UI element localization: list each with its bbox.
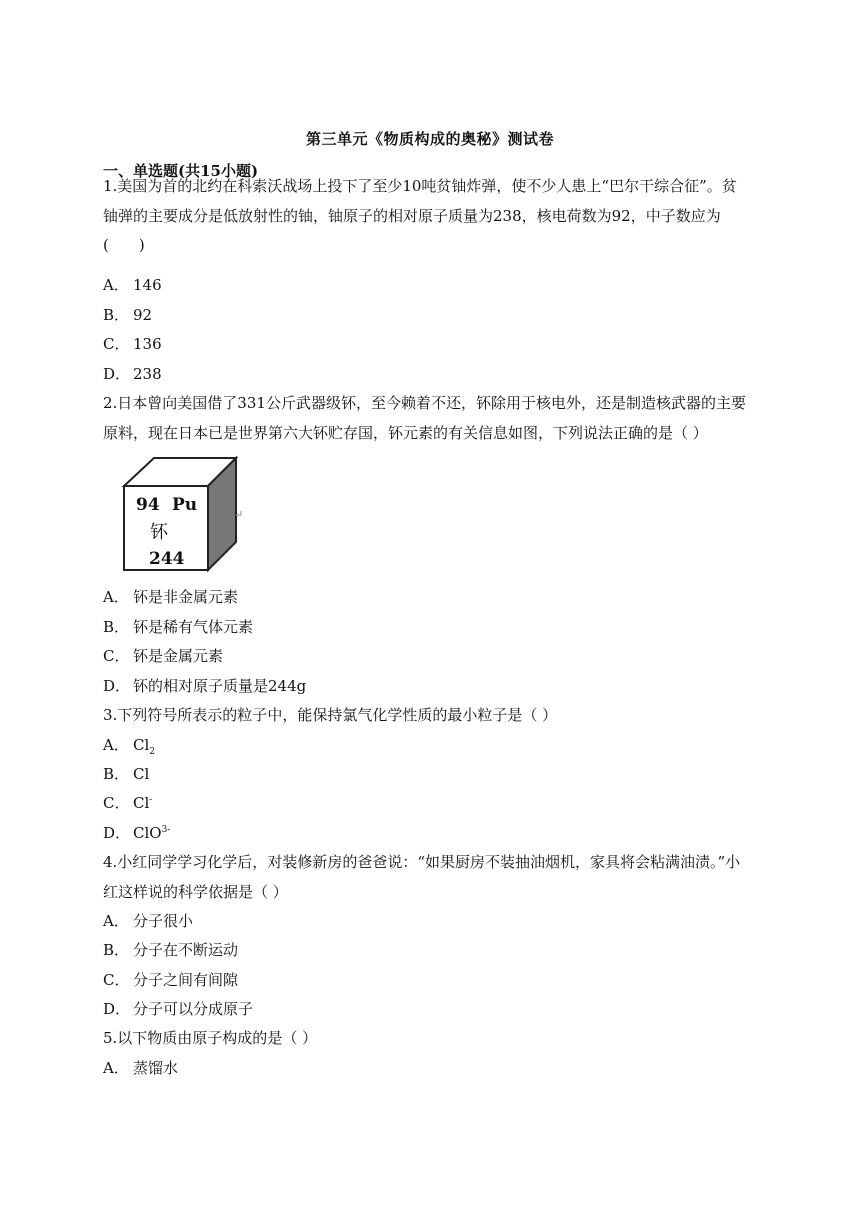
question-3-option-a: A． $Cl_2$ bbox=[103, 736, 156, 757]
question-5-stem bbox=[103, 1024, 759, 1054]
stem-line: 3.下列符号所表示的粒子中，能保持氯气化学性质的最小粒子是（ ） bbox=[103, 706, 558, 724]
stem-line: 红这样说的科学依据是（ ） bbox=[103, 882, 288, 901]
question-2-stem bbox=[103, 389, 759, 448]
stem-line: 原料，现在日本已是世界第六大钚贮存国，钚元素的有关信息如图，下列说法正确的是（ ） bbox=[103, 423, 708, 442]
stem-line: 铀弹的主要成分是低放射性的铀，铀原子的相对原子质量为238，核电荷数为92，中子数应为 bbox=[103, 206, 721, 225]
question-3-option-c: C． Cl- bbox=[103, 794, 153, 812]
question-3-option-d: D． ClO$^{3-}$ bbox=[103, 824, 171, 842]
stem-line: 5.以下物质由原子构成的是（ ） bbox=[103, 1029, 318, 1047]
stem-line: 2.日本曾向美国借了331公斤武器级钚，至今赖着不还，钚除用于核电外，还是制造核武器的主要 bbox=[103, 394, 746, 412]
element-name: 钚 bbox=[150, 522, 168, 543]
question-2-option-a: A． 钚是非金属元素 bbox=[103, 588, 239, 606]
question-4-option-a: A． 分子很小 bbox=[103, 912, 194, 930]
question-2-option-d: D． 钚的相对原子质量是244g bbox=[103, 677, 307, 695]
question-3-stem bbox=[103, 701, 759, 731]
question-1-option-a: A． 146 bbox=[103, 276, 162, 294]
question-4-option-d: D． 分子可以分成原子 bbox=[103, 1000, 254, 1018]
element-box-figure bbox=[116, 456, 246, 572]
section-heading: 一、单选题(共15小题) bbox=[103, 162, 259, 180]
question-1-option-b: B． 92 bbox=[103, 306, 153, 324]
question-1-stem bbox=[103, 172, 759, 261]
stem-line: 4.小红同学学习化学后，对装修新房的爸爸说：“如果厨房不装抽油烟机，家具将会粘满油渍。”小 bbox=[103, 853, 741, 871]
stem-line: ( ) bbox=[103, 236, 145, 254]
question-1-option-d: D． 238 bbox=[103, 365, 162, 383]
question-4-option-b: B． 分子在不断运动 bbox=[103, 941, 239, 959]
element-mass: 244 bbox=[149, 549, 185, 569]
question-1-option-c: C． 136 bbox=[103, 335, 162, 353]
question-4-stem bbox=[103, 848, 759, 907]
page-title: 第三单元《物质构成的奥秘》测试卷 bbox=[305, 130, 554, 148]
element-atomic-number: 94 bbox=[136, 495, 160, 515]
question-2-option-b: B． 钚是稀有气体元素 bbox=[103, 618, 254, 636]
question-4-option-c: C． 分子之间有间隙 bbox=[103, 971, 239, 989]
element-symbol: Pu bbox=[172, 495, 198, 515]
question-3-option-b: B． Cl bbox=[103, 765, 150, 783]
question-2-option-c: C． 钚是金属元素 bbox=[103, 647, 224, 665]
paragraph-mark: ↵ bbox=[234, 508, 244, 521]
stem-line: 1.美国为首的北约在科索沃战场上投下了至少10吨贫铀炸弹，使不少人患上“巴尔干综合征”。贫 bbox=[103, 177, 737, 195]
question-5-option-a: A． 蒸馏水 bbox=[103, 1059, 179, 1077]
